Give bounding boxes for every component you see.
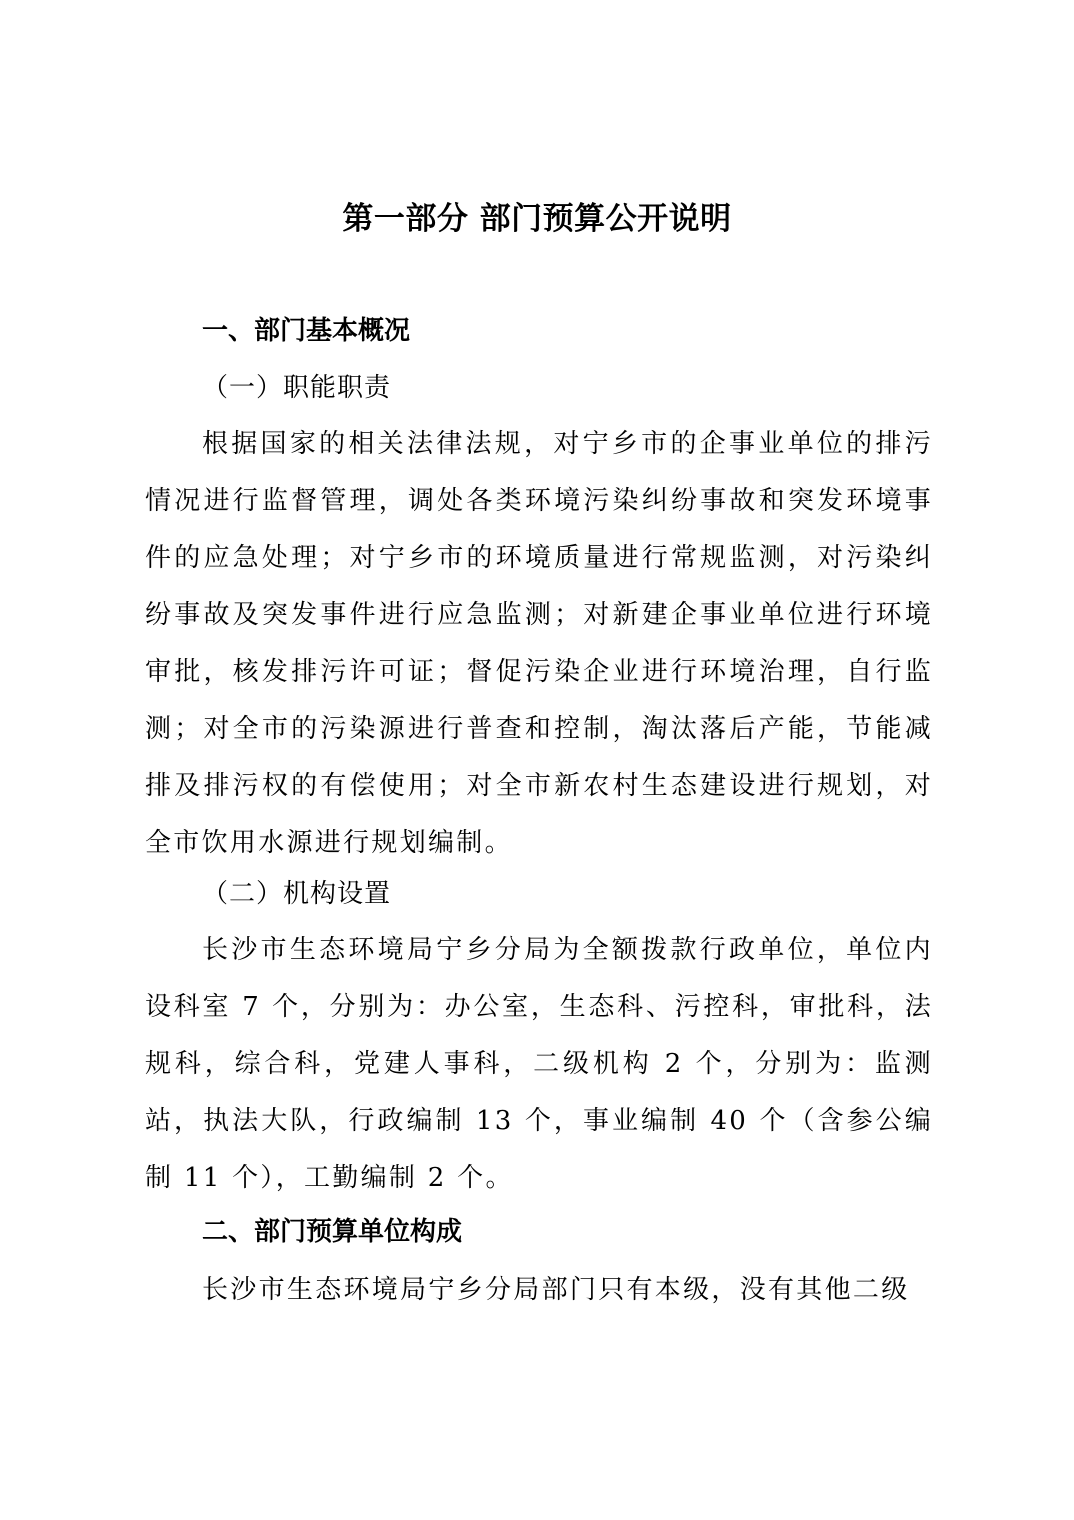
- section-heading-basic-overview: 一、部门基本概况: [202, 316, 411, 346]
- paragraph-functions: 根据国家的相关法律法规，对宁乡市的企事业单位的排污情况进行监督管理，调处各类环境污染纠纷事故和突发环境事件的应急处理；对宁乡市的环境质量进行常规监测，对污染纠纷事故及突发事件进行应急监测；对新建企事业单位进行环境审批，核发排污许可证；督促污染企业进行环境治理，自行监测；对全市的污染源进行普查和控制，淘汰落后产能，节能减排及排污权的有偿使用；对全市新农村生态建设进行规划，对全市饮用水源进行规划编制。: [145, 429, 933, 858]
- paragraph-budget-units: 长沙市生态环境局宁乡分局部门只有本级，没有其他二级: [202, 1275, 910, 1305]
- paragraph-organization: 长沙市生态环境局宁乡分局为全额拨款行政单位，单位内设科室 7 个，分别为：办公室，生态科、污控科，审批科，法规科，综合科，党建人事科，二级机构 2 个，分别为：监测站，执法大队，行政编制 13 个，事业编制 40 个（含参公编制 11 个），工勤编制 2 个。: [145, 935, 933, 1193]
- subsection-heading-organization: （二）机构设置: [202, 879, 392, 909]
- page-title: 第一部分 部门预算公开说明: [342, 201, 732, 237]
- section-heading-budget-units: 二、部门预算单位构成: [202, 1217, 463, 1247]
- subsection-heading-functions: （一）职能职责: [202, 373, 392, 403]
